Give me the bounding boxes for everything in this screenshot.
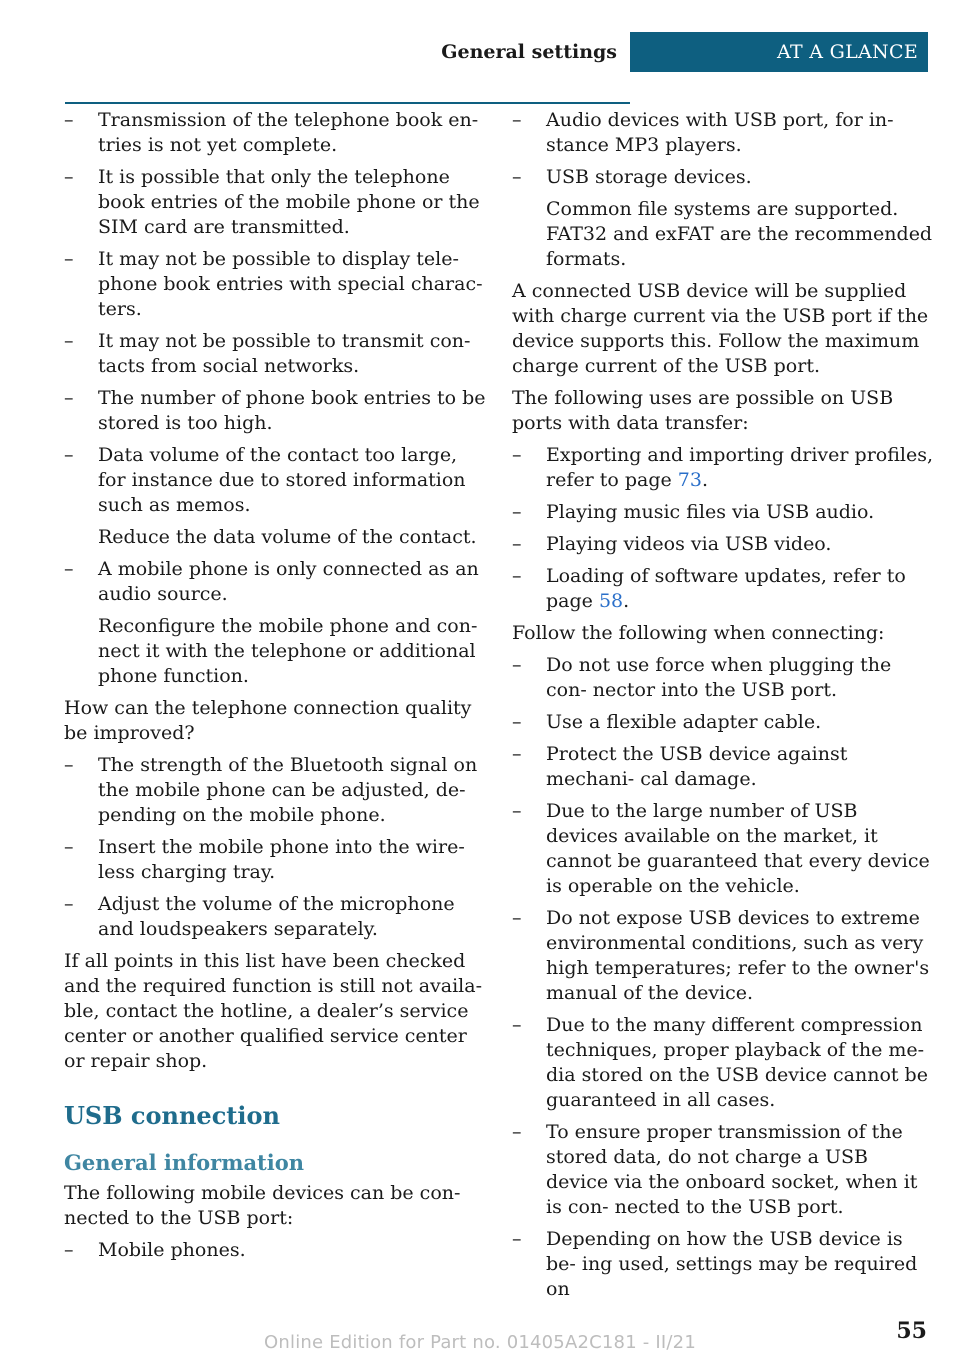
connecting-intro-paragraph: Follow the following when connecting: <box>512 622 885 644</box>
dash-bullet: – <box>64 893 74 915</box>
dash-bullet: – <box>64 166 74 188</box>
dash-bullet: – <box>64 754 74 776</box>
subsection-heading: General information <box>64 1150 305 1175</box>
connecting-rules-list <box>512 653 934 1302</box>
quality-tips-list <box>64 753 486 942</box>
list-item-text: To ensure proper transmission of the stored data, do not charge a USB device via the onboard socket, when it is con‐ nected to the USB port. <box>546 1121 918 1218</box>
list-item <box>512 742 934 792</box>
list-item <box>512 532 934 557</box>
list-item-tail: . <box>701 469 709 491</box>
list-item-text: Adjust the volume of the microphone and loudspeakers separately. <box>98 893 455 940</box>
dash-bullet: – <box>64 248 74 270</box>
header-rule <box>65 102 630 104</box>
list-item-text: Use a flexible adapter cable. <box>546 711 822 733</box>
list-item-note: Reduce the data volume of the contact. <box>98 526 477 548</box>
dash-bullet: – <box>512 1121 522 1143</box>
list-item-text: The strength of the Bluetooth signal on the mobile phone can be adjusted, de‐ pending on the mobile phone. <box>98 754 478 826</box>
list-item-text: Mobile phones. <box>98 1239 246 1261</box>
list-item-text: Due to the large number of USB devices available on the market, it cannot be guaranteed that every device is operable on the vehicle. <box>546 800 930 897</box>
left-column <box>64 108 486 1270</box>
list-item <box>64 557 486 607</box>
list-item <box>512 108 934 158</box>
page-reference-link[interactable]: 73 <box>677 469 702 491</box>
dash-bullet: – <box>512 166 522 188</box>
page-footer <box>0 1318 960 1358</box>
dash-bullet: – <box>64 1239 74 1261</box>
list-item-text: Loading of software updates, refer to page <box>546 565 906 612</box>
list-item <box>512 799 934 899</box>
dash-bullet: – <box>512 565 522 587</box>
list-item <box>512 1227 934 1302</box>
question-paragraph: How can the telephone connection quality be improved? <box>64 697 472 744</box>
list-item <box>512 906 934 1006</box>
dash-bullet: – <box>512 501 522 523</box>
list-item-tail: . <box>623 590 630 612</box>
dash-bullet: – <box>512 654 522 676</box>
list-item <box>64 892 486 942</box>
list-item-text: USB storage devices. <box>546 166 752 188</box>
charge-paragraph: A connected USB device will be supplied with charge current via the USB port if the device supports this. Follow the maximum charge current of the USB port. <box>512 280 929 377</box>
list-item <box>512 1120 934 1220</box>
dash-bullet: – <box>512 743 522 765</box>
list-item <box>512 443 934 493</box>
page-header <box>0 32 960 72</box>
list-item-text: Do not use force when plugging the con‐ nector into the USB port. <box>546 654 892 701</box>
list-item-text: Data volume of the contact too large, for instance due to stored information such as memos. <box>98 444 466 516</box>
contact-issues-list <box>64 108 486 689</box>
list-item <box>512 710 934 735</box>
dash-bullet: – <box>64 109 74 131</box>
list-item-text: Protect the USB device against mechani‐ cal damage. <box>546 743 848 790</box>
list-item-note: Reconfigure the mobile phone and con‐ nect it with the telephone or additional phone function. <box>98 615 478 687</box>
list-item-text: Audio devices with USB port, for in‐ stance MP3 players. <box>546 109 894 156</box>
list-item-text: Insert the mobile phone into the wire‐ less charging tray. <box>98 836 465 883</box>
list-item-note: Common file systems are supported. FAT32 and exFAT are the recommended formats. <box>546 198 933 270</box>
uses-intro-paragraph: The following uses are possible on USB ports with data transfer: <box>512 387 894 434</box>
dash-bullet: – <box>64 836 74 858</box>
list-item-text: Due to the many different compression techniques, proper playback of the me‐ dia stored on the USB device cannot be guaranteed in all cases. <box>546 1014 928 1111</box>
list-item <box>64 386 486 436</box>
list-item <box>64 165 486 240</box>
section-heading: USB connection <box>64 1101 280 1130</box>
page-number: 55 <box>896 1318 927 1344</box>
right-column <box>512 108 934 1309</box>
page-reference-link[interactable]: 58 <box>598 590 624 612</box>
device-list <box>64 1238 486 1263</box>
dash-bullet: – <box>64 330 74 352</box>
list-item <box>512 653 934 703</box>
dash-bullet: – <box>512 800 522 822</box>
section-title: General settings <box>441 41 617 63</box>
list-item-text: Transmission of the telephone book en‐ tries is not yet complete. <box>98 109 479 156</box>
list-item <box>64 329 486 379</box>
dash-bullet: – <box>512 1228 522 1250</box>
dash-bullet: – <box>512 533 522 555</box>
list-item-text: It may not be possible to display tele‐ phone book entries with special charac‐ ters. <box>98 248 483 320</box>
list-item <box>64 753 486 828</box>
list-item <box>512 500 934 525</box>
chapter-tab: AT A GLANCE <box>630 32 928 72</box>
list-item-text: The number of phone book entries to be stored is too high. <box>98 387 486 434</box>
list-item-text: Depending on how the USB device is be‐ ing used, settings may be required on <box>546 1228 918 1300</box>
list-item <box>64 835 486 885</box>
intro-paragraph: The following mobile devices can be con‐ nected to the USB port: <box>64 1182 461 1229</box>
list-item-text: It is possible that only the telephone book entries of the mobile phone or the SIM card are transmitted. <box>98 166 480 238</box>
list-item-text: Exporting and importing driver profiles, refer to page <box>546 444 934 491</box>
list-item <box>512 165 934 190</box>
list-item <box>64 1238 486 1263</box>
dash-bullet: – <box>512 907 522 929</box>
dash-bullet: – <box>64 444 74 466</box>
list-item-text: Playing music files via USB audio. <box>546 501 875 523</box>
dash-bullet: – <box>512 109 522 131</box>
list-item <box>64 108 486 158</box>
dash-bullet: – <box>512 1014 522 1036</box>
uses-list <box>512 443 934 614</box>
dash-bullet: – <box>64 558 74 580</box>
list-item <box>64 247 486 322</box>
edition-watermark: Online Edition for Part no. 01405A2C181 - II/21 <box>264 1332 696 1353</box>
dash-bullet: – <box>64 387 74 409</box>
list-item-text: It may not be possible to transmit con‐ tacts from social networks. <box>98 330 471 377</box>
device-list-continued <box>512 108 934 272</box>
list-item <box>512 1013 934 1113</box>
list-item <box>512 564 934 614</box>
list-item-text: Do not expose USB devices to extreme environmental conditions, such as very high temperatures; refer to the owner's manual of the device. <box>546 907 930 1004</box>
dash-bullet: – <box>512 711 522 733</box>
closing-paragraph: If all points in this list have been checked and the required function is still not availa‐ ble, contact the hotline, a dealer’s service center or another qualified service center or repair shop. <box>64 950 482 1072</box>
dash-bullet: – <box>512 444 522 466</box>
list-item-text: Playing videos via USB video. <box>546 533 832 555</box>
list-item-text: A mobile phone is only connected as an audio source. <box>98 558 479 605</box>
list-item <box>64 443 486 518</box>
